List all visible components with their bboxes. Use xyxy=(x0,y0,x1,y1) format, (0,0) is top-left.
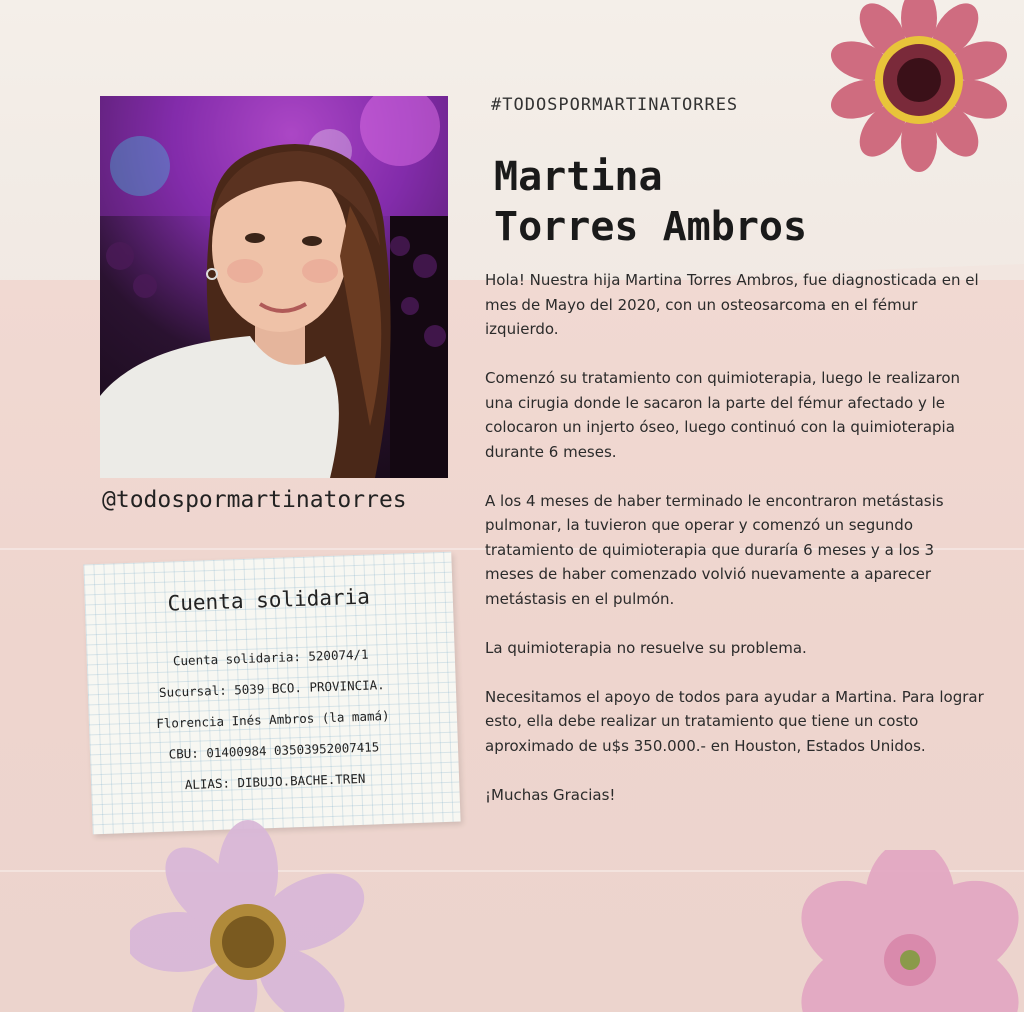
cbu: CBU: 01400984 03503952007415 xyxy=(168,739,380,762)
donation-card xyxy=(83,552,460,835)
paragraph: Hola! Nuestra hija Martina Torres Ambros, fue diagnosticada en el mes de Mayo del 2020, con un osteosarcoma en el fémur izquierdo. xyxy=(485,271,979,338)
story-text xyxy=(485,268,985,832)
paragraph: La quimioterapia no resuelve su problema. xyxy=(485,638,807,657)
alias: ALIAS: DIBUJO.BACHE.TREN xyxy=(184,770,366,793)
pink-flower-icon xyxy=(760,850,1024,1012)
paragraph: Comenzó su tratamiento con quimioterapia, luego le realizaron una cirugia donde le sacaron la parte del fémur afectado y le colocaron un injerto óseo, luego continuó con la quimioterapia durante 6 meses. xyxy=(485,369,961,461)
account-number: Cuenta solidaria: 520074/1 xyxy=(172,646,369,669)
paragraph: ¡Muchas Gracias! xyxy=(485,785,616,804)
account-holder: Florencia Inés Ambros (la mamá) xyxy=(156,707,390,732)
cosmos-flower-icon xyxy=(130,820,420,1012)
hashtag[interactable]: #TODOSPORMARTINATORRES xyxy=(491,95,739,115)
title-line-1: Martina xyxy=(494,154,663,200)
portrait-photo xyxy=(100,96,448,478)
paragraph: Necesitamos el apoyo de todos para ayudar a Martina. Para lograr esto, ella debe realizar un tratamiento que tiene un costo aproximado de u$s 350.000.- en Houston, Estados Unidos. xyxy=(485,687,984,755)
title-line-2: Torres Ambros xyxy=(494,204,808,250)
card-title: Cuenta solidaria xyxy=(167,584,371,616)
gaillardia-flower-icon xyxy=(814,0,1024,180)
paragraph: A los 4 meses de haber terminado le encontraron metástasis pulmonar, la tuvieron que operar y comenzó un segundo tratamiento de quimioterapia que duraría 6 meses y a los 3 meses de haber comenzado volvió nuevamente a aparecer metástasis en el pulmón. xyxy=(485,491,944,608)
card-details xyxy=(86,636,459,804)
instagram-handle[interactable]: @todospormartinatorres xyxy=(102,487,407,513)
page-title xyxy=(494,152,807,252)
branch: Sucursal: 5039 BCO. PROVINCIA. xyxy=(158,677,385,700)
